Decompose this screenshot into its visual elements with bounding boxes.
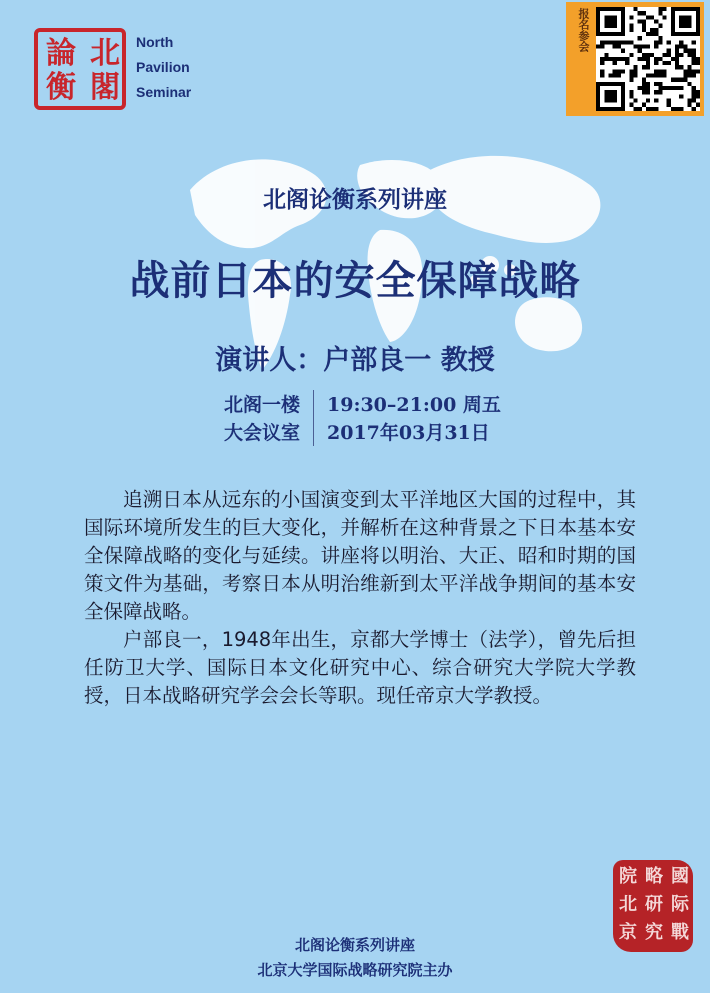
logo-line: Seminar — [136, 84, 192, 100]
info-divider — [313, 390, 314, 446]
qr-code-icon[interactable] — [596, 7, 700, 111]
footer-series: 北阁论衡系列讲座 — [294, 936, 415, 954]
stamp-char: 研 — [645, 894, 663, 915]
location-line: 北阁一楼 — [223, 394, 300, 416]
event-date: 2017年03月31日 — [327, 422, 490, 444]
footer-organizer: 北京大学国际战略研究院主办 — [257, 961, 453, 979]
abstract-paragraph: 追溯日本从远东的小国演变到太平洋地区大国的过程中，其国际环境所发生的巨大变化，并解析在这种背景之下日本基本安全保障战略的变化与延续。讲座将以明治、大正、昭和时期的国策文件为基础，考察日本从明治维新到太平洋战争期间的基本安全保障战略。 — [84, 488, 636, 623]
stamp-char: 究 — [645, 922, 663, 943]
stamp-char: 北 — [619, 894, 637, 915]
lecture-description — [84, 486, 636, 710]
logo-seal — [34, 28, 126, 110]
series-title: 北阁论衡系列讲座 — [263, 186, 447, 213]
stamp-char: 國 — [671, 866, 689, 887]
lecture-title: 战前日本的安全保障战略 — [129, 257, 581, 304]
stamp-char: 略 — [645, 866, 663, 887]
qr-label: 报名参会 — [577, 8, 590, 52]
registration-qr-panel[interactable] — [566, 2, 704, 116]
stamp-char: 京 — [619, 922, 637, 943]
logo-wordmark — [136, 30, 226, 105]
logo-line: Pavilion — [136, 59, 190, 75]
seal-char: 北 — [90, 36, 120, 71]
footer — [0, 933, 710, 983]
stamp-char: 院 — [619, 866, 637, 887]
seal-char: 閣 — [90, 70, 120, 105]
seal-char: 衡 — [46, 70, 76, 105]
event-info — [0, 384, 710, 448]
speaker-line: 演讲人：户部良一 教授 — [215, 345, 495, 376]
speaker-bio-paragraph: 户部良一，1948年出生，京都大学博士（法学），曾先后担任防卫大学、国际日本文化研究中心、综合研究大学院大学教授，日本战略研究学会会长等职。现任帝京大学教授。 — [84, 628, 636, 707]
stamp-char: 际 — [671, 894, 689, 915]
stamp-char: 戰 — [671, 922, 689, 943]
logo-line: North — [136, 34, 174, 50]
location-line: 大会议室 — [223, 422, 300, 444]
seal-char: 論 — [46, 36, 76, 71]
event-time: 19:30–21:00 周五 — [327, 394, 501, 416]
